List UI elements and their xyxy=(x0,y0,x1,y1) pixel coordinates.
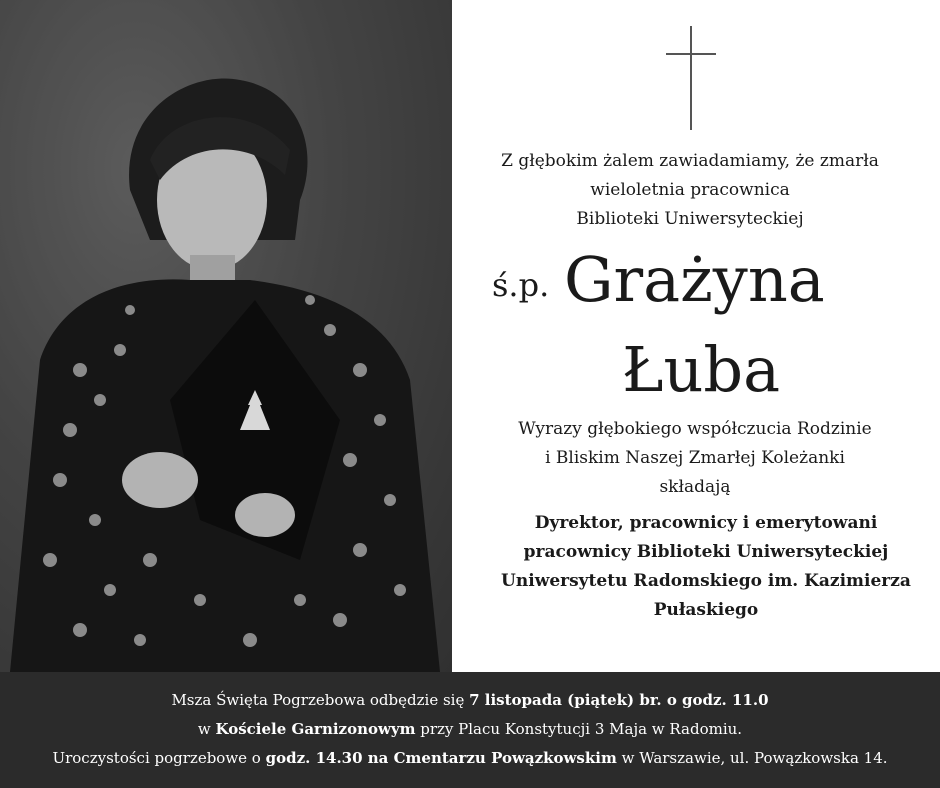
footer-line-1-date: 7 listopada (piątek) br. o godz. 11.0 xyxy=(469,691,769,709)
footer-line-3 xyxy=(0,744,940,773)
footer-line-3-text-c: w Warszawie, ul. Powązkowska 14. xyxy=(616,749,888,767)
name-prefix: ś.p. xyxy=(492,266,550,304)
intro-line-3: Biblioteki Uniwersyteckiej xyxy=(576,209,804,229)
intro-line-2: wieloletnia pracownica xyxy=(590,180,790,200)
first-name: Grażyna xyxy=(564,243,825,316)
footer-line-3-cemetery: godz. 14.30 na Cmentarzu Powązkowskim xyxy=(265,749,617,767)
footer-line-1 xyxy=(0,686,940,715)
footer-line-3-text-a: Uroczystości pogrzebowe o xyxy=(52,749,266,767)
funeral-info-footer xyxy=(0,672,940,788)
signers-text xyxy=(496,509,916,625)
footer-line-2-text-a: w xyxy=(197,720,216,738)
condolences-line-2: i Bliskim Naszej Zmarłej Koleżanki xyxy=(545,448,845,468)
condolences-text xyxy=(470,415,920,502)
cross-icon xyxy=(666,26,716,130)
portrait-illustration xyxy=(0,0,452,672)
intro-text xyxy=(470,147,910,234)
footer-line-2-text-c: przy Placu Konstytucji 3 Maja w Radomiu. xyxy=(415,720,743,738)
signers-line-2: pracownicy Biblioteki Uniwersyteckiej xyxy=(523,542,889,562)
signers-line-1: Dyrektor, pracownicy i emerytowani xyxy=(534,513,878,533)
last-name: Łuba xyxy=(622,333,781,406)
footer-line-2-church: Kościele Garnizonowym xyxy=(215,720,416,738)
footer-line-1-text: Msza Święta Pogrzebowa odbędzie się xyxy=(171,691,470,709)
signers-line-3: Uniwersytetu Radomskiego im. Kazimierza xyxy=(501,571,911,591)
intro-line-1: Z głębokim żalem zawiadamiamy, że zmarła xyxy=(501,151,879,171)
portrait-photo xyxy=(0,0,452,672)
footer-line-2 xyxy=(0,715,940,744)
condolences-line-1: Wyrazy głębokiego współczucia Rodzinie xyxy=(518,419,872,439)
condolences-line-3: składają xyxy=(659,477,731,497)
signers-line-4: Pułaskiego xyxy=(653,600,759,620)
